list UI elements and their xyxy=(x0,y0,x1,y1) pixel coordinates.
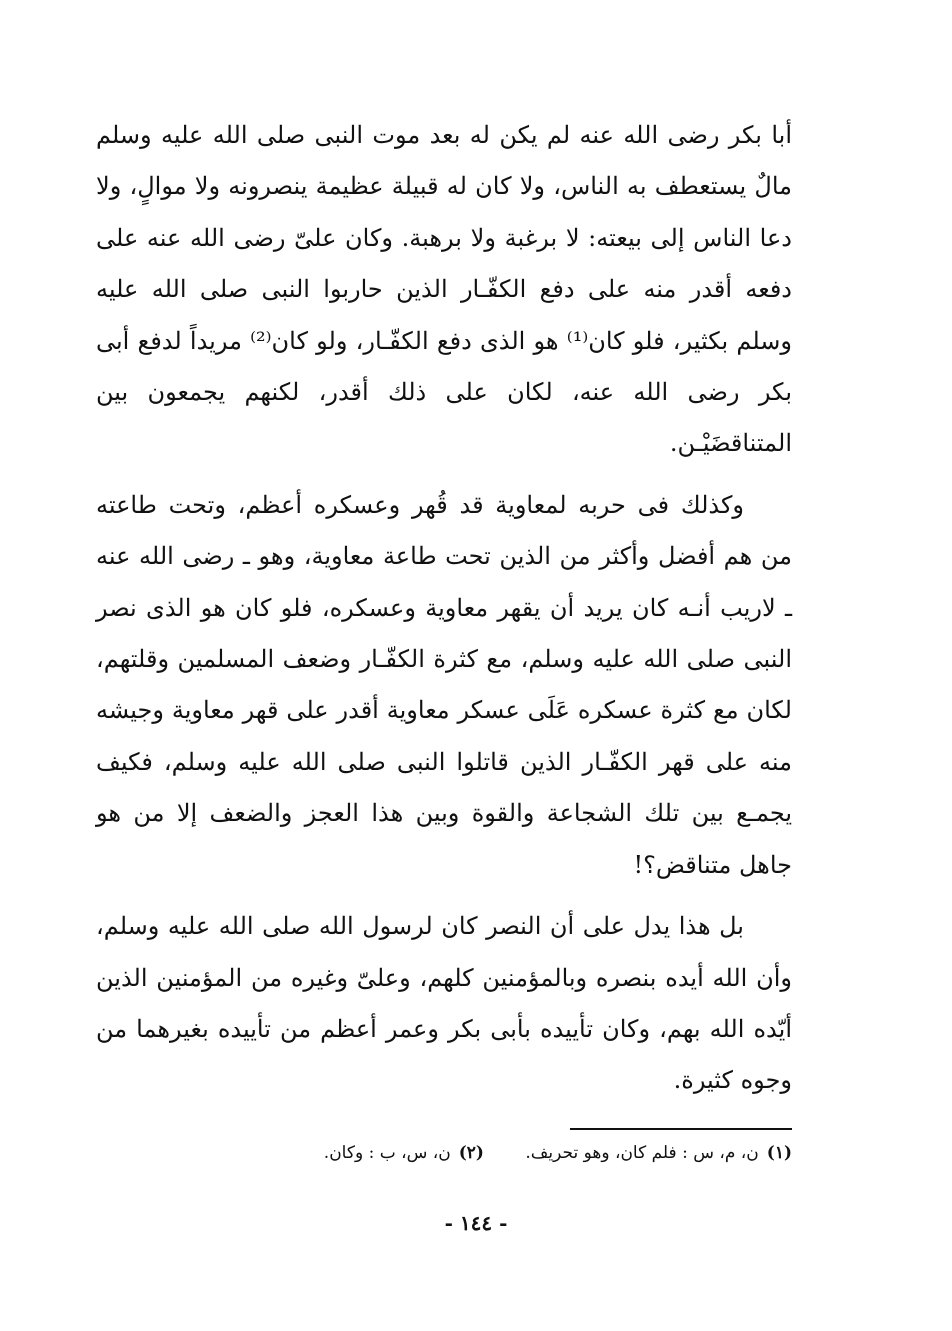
page-number: - ١٤٤ - xyxy=(444,1211,508,1235)
footnotes xyxy=(170,1138,792,1168)
footnote-number: (١) xyxy=(766,1143,792,1163)
footnote-1 xyxy=(525,1138,792,1168)
footnote-text: ن، س، ب : وكان. xyxy=(323,1143,451,1163)
paragraph-2: وكذلك فى حربه لمعاوية قد قُهر وعسكره أعظم، وتحت طاعته من هم أفضل وأكثر من الذين تحت طاعة معاوية، وهو ـ رضى الله عنه ـ لاريب أنـه كان يريد أن يقهر معاوية وعسكره، فلو كان هو الذى نصر النبى صلى الله عليه وسلم، مع كثرة الكفّـار وضعف المسلمين وقلتهم، لكان مع كثرة عسكره عَلَى عسكر معاوية أقدر على قهر معاوية وجيشه منه على قهر الكفّـار الذين قاتلوا النبى صلى الله عليه وسلم، فكيف يجمـع بين تلك الشجاعة والقوة وبين هذا العجز والضعف إلا من هو جاهل متناقض؟! xyxy=(96,490,792,879)
main-text xyxy=(96,110,792,1117)
footnote-2 xyxy=(324,1138,484,1168)
paragraph-3: بل هذا يدل على أن النصر كان لرسول الله صلى الله عليه وسلم، وأن الله أيده بنصره وبالمؤمنين كلهم، وعلىّ وغيره من المؤمنين الذين أيّده الله بهم، وكان تأييده بأبى بكر وعمر أعظم من تأييده بغيرهما من وجوه كثيرة. xyxy=(96,912,792,1095)
paragraph-1: أبا بكر رضى الله عنه لم يكن له بعد موت النبى صلى الله عليه وسلم مالٌ يستعطف به الناس، ولا كان له قبيلة عظيمة ينصرونه ولا موالٍ، ولا دعا الناس إلى بيعته: لا برغبة ولا برهبة. وكان علىّ رضى الله عنه على دفعه أقدر منه على دفع الكفّـار الذين حاربوا النبى صلى الله عليه وسلم بكثير، فلو كان⁽¹⁾ هو الذى دفع الكفّـار، ولو كان⁽²⁾ مريداً لدفع أبى بكر رضى الله عنه، لكان على ذلك أقدر، لكنهم يجمعون بين المتناقضَيْـن. xyxy=(96,121,792,458)
footnote-separator xyxy=(570,1128,792,1130)
footnote-text: ن، م، س : فلم كان، وهو تحريف. xyxy=(525,1143,759,1163)
footnote-number: (٢) xyxy=(458,1143,484,1163)
